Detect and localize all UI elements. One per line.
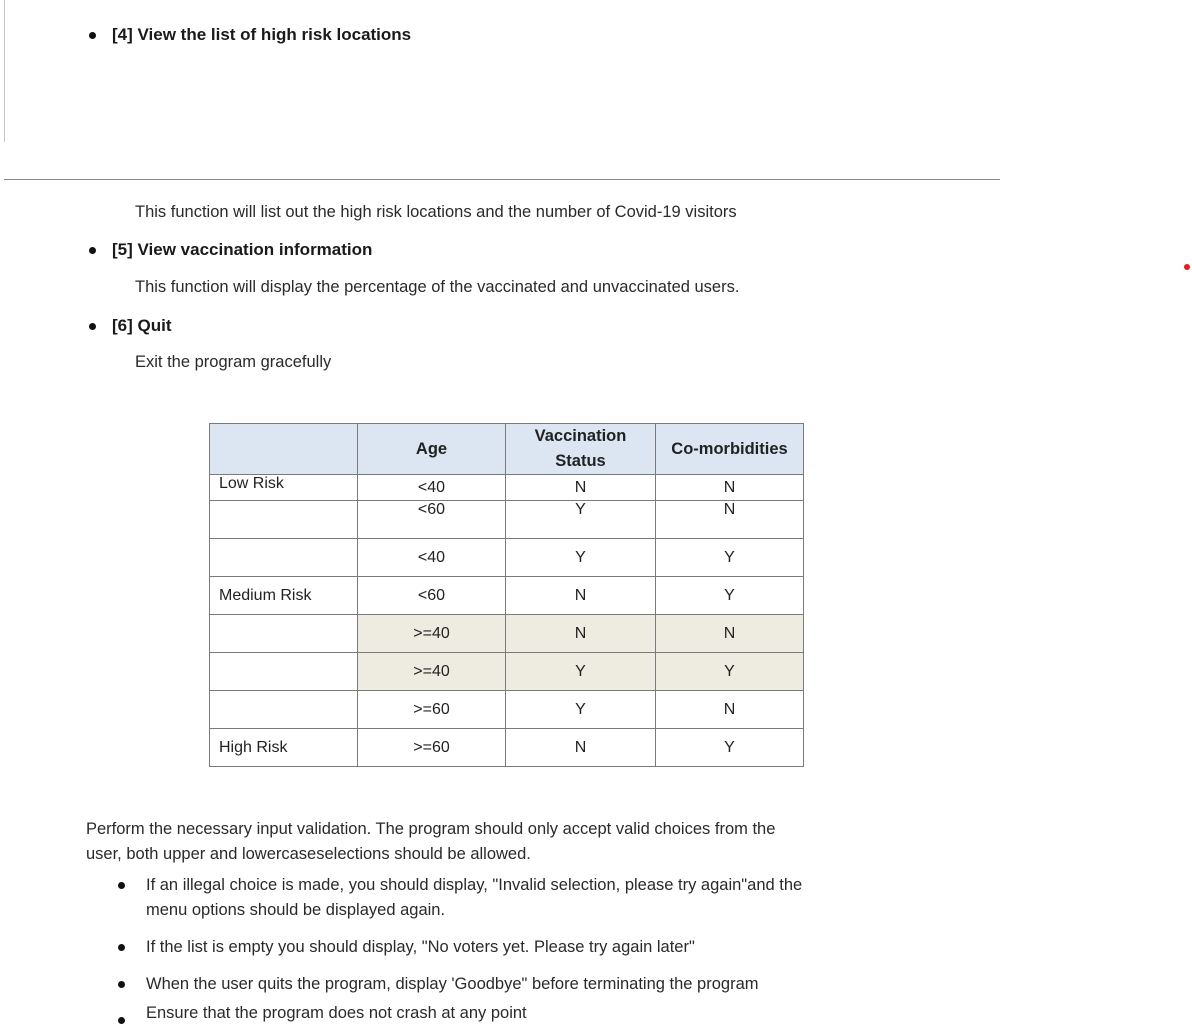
table-cell-comorbidities: Y [656, 577, 804, 615]
table-header-empty [210, 424, 358, 475]
section-heading-vaccination-info: [5] View vaccination information [112, 240, 373, 259]
table-cell-age: >=60 [358, 729, 506, 767]
table-cell-comorbidities: N [656, 615, 804, 653]
red-marker-dot [1184, 264, 1190, 270]
table-cell-age: >=60 [358, 691, 506, 729]
bullet-icon [89, 32, 96, 39]
table-cell-comorbidities: Y [656, 539, 804, 577]
bullet-icon [118, 1017, 125, 1024]
page-divider [4, 179, 1000, 180]
table-cell-comorbidities: Y [656, 653, 804, 691]
table-cell-age: >=40 [358, 615, 506, 653]
table-row [210, 653, 804, 691]
table-cell-vaccination: N [506, 475, 656, 501]
table-cell-risk-level: High Risk [210, 729, 358, 767]
table-row [210, 501, 804, 539]
table-cell-comorbidities: Y [656, 729, 804, 767]
table-cell-risk-level [210, 653, 358, 691]
table-cell-risk-level [210, 539, 358, 577]
table-cell-risk-level [210, 615, 358, 653]
bullet-icon [118, 944, 125, 951]
bullet-icon [89, 247, 96, 254]
table-cell-age: <60 [358, 501, 506, 539]
table-cell-vaccination: Y [506, 501, 656, 539]
table-row [210, 539, 804, 577]
section-description-vaccination-info: This function will display the percentage of the vaccinated and unvaccinated users. [135, 278, 740, 296]
validation-bullet-invalid-line2: menu options should be displayed again. [146, 901, 446, 919]
table-cell-comorbidities: N [656, 691, 804, 729]
table-cell-age: <40 [358, 475, 506, 501]
table-cell-vaccination: N [506, 577, 656, 615]
section-description-quit: Exit the program gracefully [135, 353, 332, 371]
table-cell-age: <40 [358, 539, 506, 577]
table-cell-comorbidities: N [656, 501, 804, 539]
table-row [210, 577, 804, 615]
validation-bullet-goodbye: When the user quits the program, display 'Goodbye" before terminating the program [146, 975, 759, 993]
table-cell-vaccination: Y [506, 691, 656, 729]
table-cell-vaccination: Y [506, 539, 656, 577]
validation-bullet-empty-list: If the list is empty you should display, "No voters yet. Please try again later" [146, 938, 695, 956]
table-cell-risk-level [210, 691, 358, 729]
section-description-view-high-risk: This function will list out the high risk locations and the number of Covid-19 visitors [135, 203, 737, 221]
table-cell-risk-level: Medium Risk [210, 577, 358, 615]
table-cell-vaccination: Y [506, 653, 656, 691]
table-row [210, 691, 804, 729]
table-header-vaccination-status: Vaccination Status [506, 424, 656, 475]
table-cell-comorbidities: N [656, 475, 804, 501]
table-cell-risk-level: Low Risk [210, 475, 358, 501]
table-header-age: Age [358, 424, 506, 475]
validation-bullet-no-crash: Ensure that the program does not crash at any point [146, 1004, 527, 1022]
table-row [210, 729, 804, 767]
validation-paragraph-line2: user, both upper and lowercaseselections should be allowed. [86, 845, 531, 863]
table-cell-age: >=40 [358, 653, 506, 691]
table-cell-age: <60 [358, 577, 506, 615]
validation-bullet-invalid-line1: If an illegal choice is made, you should display, "Invalid selection, please try again"and the [146, 876, 803, 894]
validation-paragraph-line1: Perform the necessary input validation. The program should only accept valid choices from the [86, 820, 776, 838]
validation-bullet-no-crash-clipped [146, 1004, 571, 1022]
left-margin-line [4, 0, 5, 142]
risk-classification-table [209, 423, 804, 767]
table-cell-risk-level [210, 501, 358, 539]
bullet-icon [118, 981, 125, 988]
table-header-comorbidities: Co-morbidities [656, 424, 804, 475]
bullet-icon [118, 882, 125, 889]
bullet-icon [89, 323, 96, 330]
table-header-row [210, 424, 804, 475]
table-cell-vaccination: N [506, 729, 656, 767]
table-row [210, 475, 804, 501]
section-heading-view-high-risk: [4] View the list of high risk locations [112, 25, 412, 44]
table-cell-vaccination: N [506, 615, 656, 653]
section-heading-quit: [6] Quit [112, 316, 172, 335]
table-row [210, 615, 804, 653]
